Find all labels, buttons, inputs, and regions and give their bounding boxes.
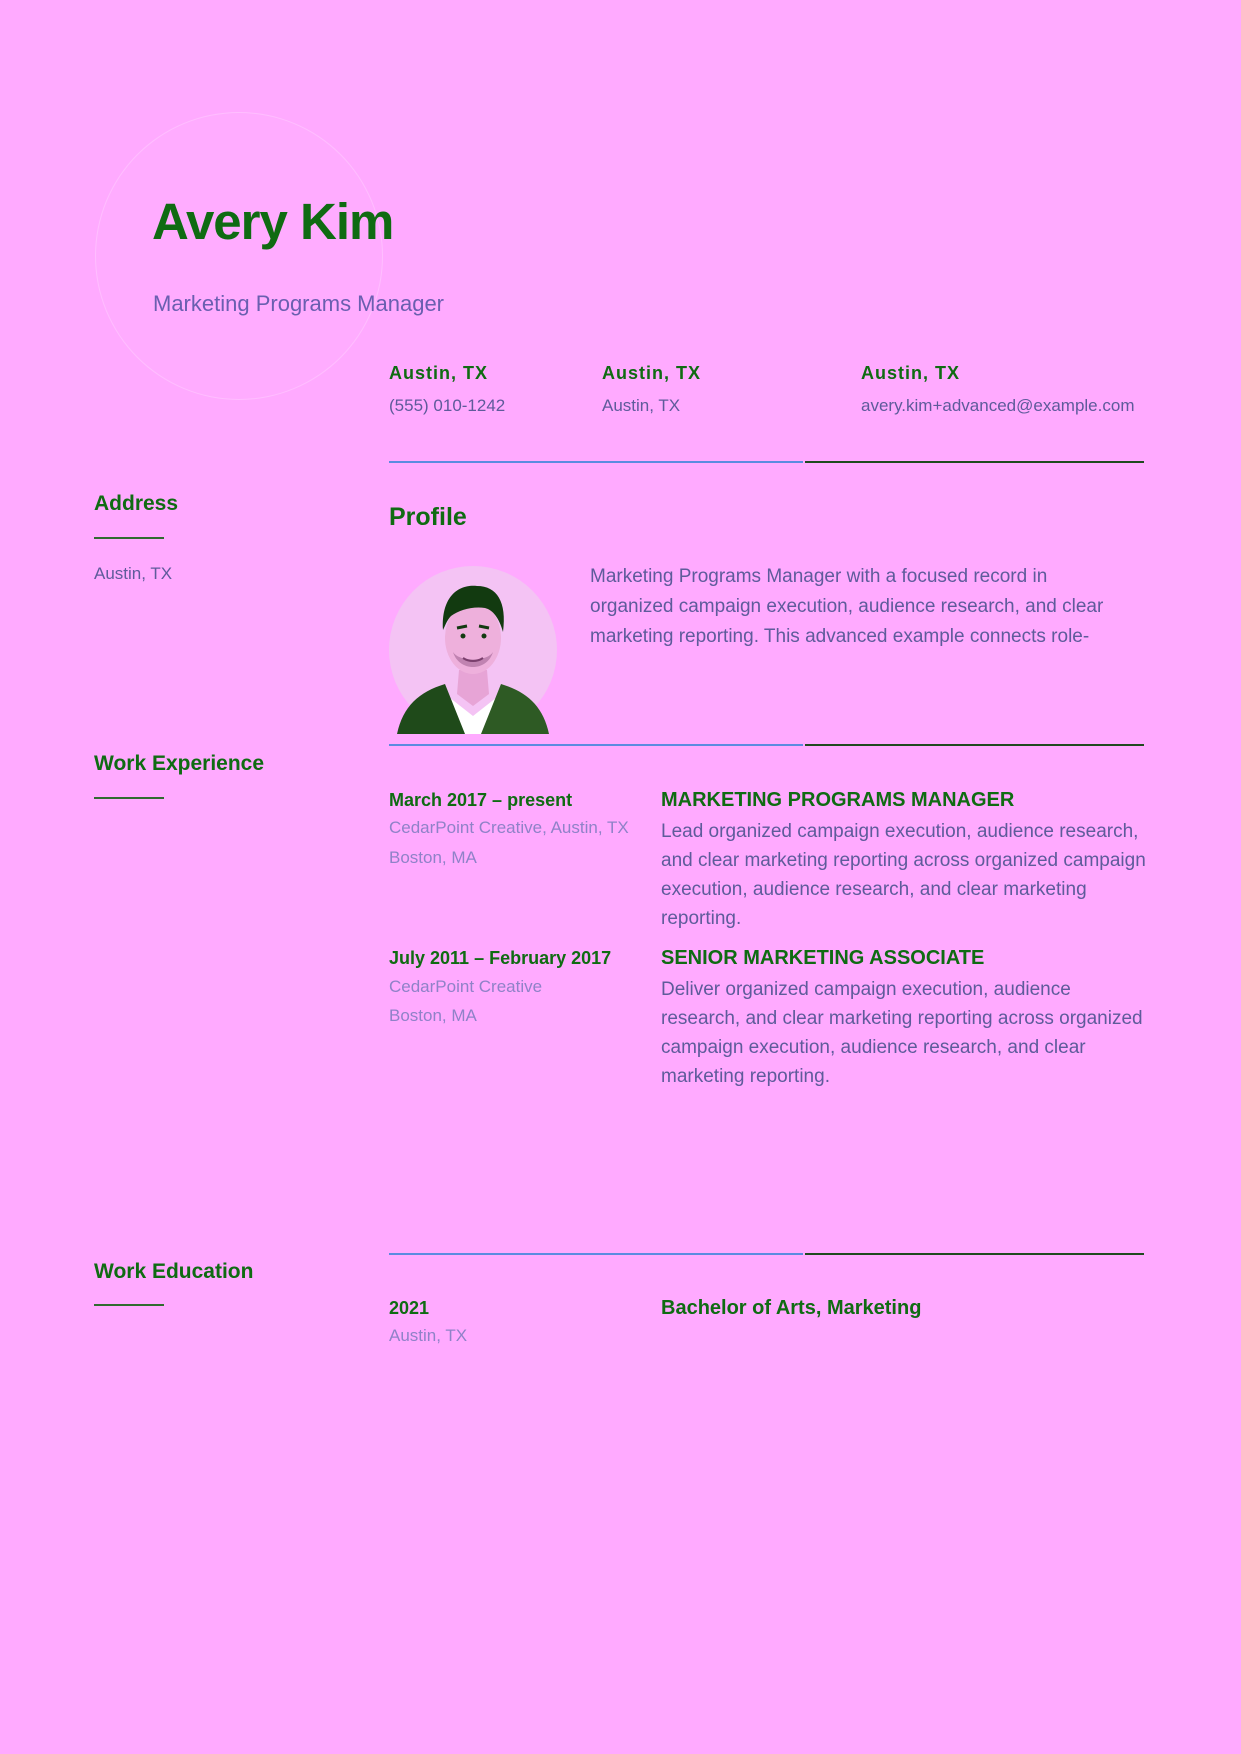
candidate-name: Avery Kim — [152, 193, 394, 250]
job-1-employer: CedarPoint Creative, Austin, TX — [389, 818, 629, 837]
decorative-circle — [95, 112, 383, 400]
education-degree: Bachelor of Arts, Marketing — [661, 1297, 922, 1319]
job-2-title: SENIOR MARKETING ASSOCIATE — [661, 947, 985, 969]
job-2-description: Deliver organized campaign execution, audience research, and clear marketing reporting across organized campaign execution, audience research, and clear marketing reporting. — [661, 979, 1143, 1087]
job-2-employer: CedarPoint Creative — [389, 977, 543, 996]
contact-location: Austin, TX — [602, 396, 681, 415]
education-year: 2021 — [389, 1298, 430, 1318]
contact-label-2: Austin, TX — [602, 363, 701, 383]
education-location: Austin, TX — [389, 1326, 468, 1345]
section-divider-contact — [389, 461, 1144, 463]
job-2-dates: July 2011 – February 2017 — [389, 948, 612, 968]
profile-heading: Profile — [389, 503, 467, 531]
experience-heading: Work Experience — [94, 752, 265, 775]
job-1-description: Lead organized campaign execution, audience research, and clear marketing reporting across organized campaign execution, audience research, and clear marketing reporting. — [661, 821, 1146, 929]
section-divider-experience — [389, 1253, 1144, 1255]
job-1-location: Boston, MA — [389, 848, 477, 867]
profile-photo — [389, 566, 557, 734]
experience-heading-rule — [94, 797, 164, 799]
contact-label-1: Austin, TX — [389, 363, 488, 383]
education-heading: Work Education — [94, 1260, 254, 1283]
address-heading-rule — [94, 537, 164, 539]
education-heading-rule — [94, 1304, 164, 1306]
job-1-dates: March 2017 – present — [389, 790, 573, 810]
contact-email: avery.kim+advanced@example.com — [861, 396, 1135, 415]
contact-phone: (555) 010-1242 — [389, 396, 506, 415]
person-portrait-icon — [389, 566, 557, 734]
job-1-title: MARKETING PROGRAMS MANAGER — [661, 789, 1015, 811]
profile-summary: Marketing Programs Manager with a focused record in organized campaign execution, audience research, and clear marketing reporting. This advanced example connects role- — [590, 566, 1104, 647]
job-2-location: Boston, MA — [389, 1006, 477, 1025]
section-divider-profile — [389, 744, 1144, 746]
candidate-title: Marketing Programs Manager — [153, 291, 445, 316]
address-heading: Address — [94, 492, 179, 515]
address-value: Austin, TX — [94, 564, 173, 583]
contact-label-3: Austin, TX — [861, 363, 960, 383]
